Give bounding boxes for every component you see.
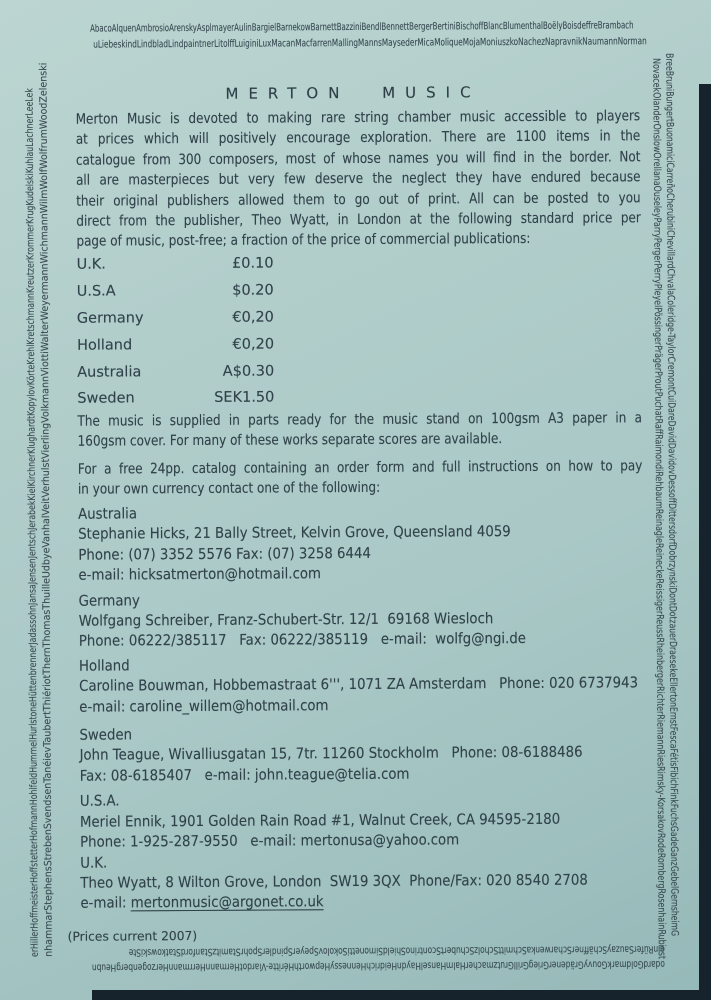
page-title: MERTON MUSIC (225, 83, 481, 103)
footnote: (Prices current 2007) (67, 928, 198, 944)
contact-line: Wolfgang Schreiber, Franz-Schubert-Str. 12/1 69168 Wiesloch (78, 610, 494, 630)
intro-line: page of music, post-free; a fraction of the price of commercial publications: (76, 231, 531, 251)
contact-line: Caroline Bouwman, Hobbemastraat 6''', 1071 ZA Amsterdam Phone: 020 6737943 (79, 674, 639, 695)
contact-section-holland (79, 653, 642, 718)
price-country: U.S.A (76, 283, 116, 300)
price-row (77, 384, 274, 412)
intro-line: Merton Music is devoted to making rare string chamber music accessible to players (75, 108, 641, 128)
contact-line: Theo Wyatt, 8 Wilton Grove, London SW19 3QX Phone/Fax: 020 8540 2708 (80, 871, 588, 892)
contact-country: Australia (78, 505, 138, 523)
price-value: £0.10 (231, 255, 274, 273)
supply-line: 160gsm cover. For many of these works separate scores are available. (77, 431, 503, 451)
price-value: $0.20 (232, 282, 274, 299)
price-table (76, 250, 274, 412)
email-link: mertonmusic@argonet.co.uk (130, 893, 324, 912)
intro-line: all are masterpieces but very few deserve the neglect they have endured because (75, 169, 641, 189)
contact-country: Sweden (79, 726, 133, 744)
border-names-top-outer: AbacoAlquenAmbrosioArenskyAsplmayerAulinBargielBarnekowBarnettBazziniBendlBennettBergerBertiniBischoffBlancBlumenthalBoëlyBoisdeffreBrambach (90, 20, 634, 35)
border-names-right-outer: BreeBruniBungertBuonamiciCarreñoCherubiniChevillardChvalaColeridge-TaylorCremontCuiDareDavidDavidovDessoffDittersdorfDobrzynskiDontDotzauerDraesekeEllertonErnstFescaFétisFibichFinkFuchsGadeGanzGebelGernsheimG (663, 53, 680, 937)
contact-line: Phone: (07) 3352 5576 Fax: (07) 3258 6444 (78, 544, 371, 564)
price-value: €0,20 (232, 336, 275, 353)
price-row (77, 304, 274, 332)
price-country: Australia (77, 363, 142, 381)
price-row (77, 331, 274, 359)
border-names-bottom-outer: odardGoldmarkGouvyGrädenerGriegGrillGrutzmacherHalmHanselHaydnHeidrichHennessyHepworthHéritte-ViardotHermannHerrmannHerzogenbergHeubn (91, 958, 665, 973)
price-row (77, 277, 274, 305)
price-row (76, 250, 273, 278)
price-country: U.K. (76, 256, 106, 274)
contact-country: U.K. (80, 854, 108, 872)
contact-section-germany (79, 588, 642, 653)
price-value: A$0.30 (222, 363, 275, 380)
supply-line: The music is supplied in parts ready for the music stand on 100gsm A3 paper in a (77, 410, 643, 430)
email-label: e-mail: (80, 894, 131, 912)
price-country: Germany (76, 310, 144, 327)
intro-paragraph (76, 106, 641, 252)
price-country: Sweden (77, 390, 135, 408)
contact-country: Germany (78, 591, 140, 610)
catalog-note (78, 456, 643, 500)
contact-line: Meriel Ennik, 1901 Golden Rain Road #1, Walnut Creek, CA 94595-2180 (79, 810, 561, 831)
contact-line: Fax: 08-6185407 e-mail: john.teague@telia.com (79, 765, 410, 785)
border-names-left-inner: nhammarStephensStrebenSvendsenTanéievTaubertThiériotThernThomasThuilleUdbyeVanhalVeitVerhulstVierlingVolkmannViottiWalterWeyermannWichmannWilmWolfWolfrumWoodZelenski (38, 62, 55, 957)
price-row (77, 358, 274, 386)
intro-line: direct from the publisher, Theo Wyatt, in London at the following standard price per (76, 210, 641, 230)
contact-section-australia (78, 501, 641, 586)
border-names-right-inner: NovacekOlanderOnslowOrellanaOuseleyParryPergerPerryPleyelPössingerPrägerProutPuchatRaffRaimondiRehbaumReinagleReineckeReissigerReussRheinbergerRichterRiemannRiesRimsky-KorsakovRodeRombergRosenhainRubinst (650, 58, 667, 960)
contact-line: Stephanie Hicks, 21 Bally Street, Kelvin Grove, Queensland 4059 (78, 523, 511, 544)
catalog-line: For a free 24pp. catalog containing an order form and full instructions on how to pay (77, 458, 643, 478)
price-value: €0,20 (232, 309, 274, 326)
intro-line: at prices which will positively encourage exploration. There are 1100 items in the (75, 128, 641, 149)
price-value: SEK1.50 (214, 389, 275, 407)
contact-line: e-mail: hicksatmerton@hotmail.com (78, 565, 322, 584)
border-names-top-inner: uLiebeskindLindbladLindpaintnerLitolffLuiginiLuxMacanMacfarrenMallingMannsMaysederMicaMoliqueMojaMoniuszkoNachezNapravnikNaumannNorman (93, 36, 647, 51)
contact-line: Phone: 1-925-287-9550 e-mail: mertonusa@yahoo.com (80, 831, 460, 851)
contact-country: Holland (78, 657, 130, 675)
price-country: Holland (77, 337, 133, 354)
contact-country: U.S.A. (79, 792, 120, 810)
contact-line: e-mail: caroline_willem@hotmail.com (79, 696, 329, 716)
catalog-line: in your own currency contact one of the following: (77, 480, 381, 499)
contact-list (78, 501, 643, 919)
supply-note (77, 408, 642, 452)
contact-section-sweden (79, 722, 642, 787)
intro-line: catalogue from 300 composers, most of whose names you will find in the border. Not (75, 149, 641, 169)
contact-line (80, 891, 643, 915)
border-names-left-outer: erHillerHoffmeisterHoffstetterHofmannHohlfeldHummelHurlstoneHüttenbrennerJadassohnJansaJensenJentschJerabekKielKirchnerKlughardtKopylovKörteKrehlKretschmannKreutzerKrommerKrugKudelskiKuhlauLachnerLeeLek (24, 88, 41, 957)
contact-line: Phone: 06222/385117 Fax: 06222/385119 e-mail: wolfg@ngi.de (78, 630, 527, 651)
border-names-bottom-inner: einRüferSauzaySchäffnerScharwenkaSchmittScholzSchubertScontrinoShieldSimonettiSokolovSpeyerSpindlerSpohrStamitzStanfordStatkowskiSte (128, 943, 665, 958)
contact-section-usa (80, 789, 643, 854)
contact-section-uk (80, 850, 643, 915)
contact-line: John Teague, Wivalliusgatan 15, 7tr. 11260 Stockholm Phone: 08-6188486 (79, 744, 583, 765)
intro-line: their original publishers allowed them to go out of print. All can be posted to you (76, 189, 641, 210)
